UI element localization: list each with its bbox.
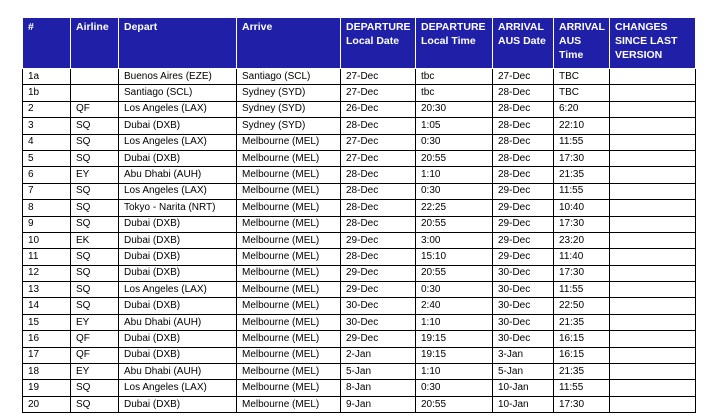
cell-arr-date: 29-Dec <box>493 232 554 248</box>
cell-dep-time: 15:10 <box>416 249 493 265</box>
cell-airline <box>71 69 119 85</box>
cell-arr-time: 16:15 <box>554 347 610 363</box>
cell-dep-time: 1:10 <box>416 364 493 380</box>
cell-num: 10 <box>23 232 71 248</box>
header-row <box>23 18 696 69</box>
table-row <box>23 216 696 232</box>
cell-depart: Los Angeles (LAX) <box>119 101 237 117</box>
table-row <box>23 200 696 216</box>
cell-arr-time: 17:30 <box>554 396 610 412</box>
table-row <box>23 150 696 166</box>
cell-airline: QF <box>71 347 119 363</box>
cell-changes <box>610 347 696 363</box>
cell-airline: SQ <box>71 265 119 281</box>
cell-num: 8 <box>23 200 71 216</box>
cell-airline: QF <box>71 101 119 117</box>
cell-dep-time: 1:05 <box>416 118 493 134</box>
cell-num: 2 <box>23 101 71 117</box>
cell-num: 5 <box>23 150 71 166</box>
cell-arr-time: 11:40 <box>554 249 610 265</box>
cell-arr-time: 11:55 <box>554 183 610 199</box>
cell-dep-time: 20:55 <box>416 265 493 281</box>
cell-dep-time: 0:30 <box>416 183 493 199</box>
cell-dep-time: 2:40 <box>416 298 493 314</box>
table-row <box>23 69 696 85</box>
cell-arr-date: 27-Dec <box>493 69 554 85</box>
cell-dep-time: 19:15 <box>416 331 493 347</box>
cell-depart: Los Angeles (LAX) <box>119 183 237 199</box>
cell-arr-date: 28-Dec <box>493 134 554 150</box>
cell-dep-date: 30-Dec <box>341 314 416 330</box>
cell-arrive: Melbourne (MEL) <box>237 232 341 248</box>
cell-num: 6 <box>23 167 71 183</box>
cell-dep-date: 27-Dec <box>341 150 416 166</box>
cell-num: 1a <box>23 69 71 85</box>
cell-arr-time: 17:30 <box>554 150 610 166</box>
cell-changes <box>610 69 696 85</box>
cell-changes <box>610 183 696 199</box>
table-row <box>23 396 696 412</box>
cell-arrive: Melbourne (MEL) <box>237 200 341 216</box>
cell-arrive: Sydney (SYD) <box>237 101 341 117</box>
cell-airline: SQ <box>71 282 119 298</box>
cell-changes <box>610 249 696 265</box>
cell-dep-date: 8-Jan <box>341 380 416 396</box>
cell-arr-date: 29-Dec <box>493 216 554 232</box>
cell-dep-date: 5-Jan <box>341 364 416 380</box>
cell-depart: Los Angeles (LAX) <box>119 282 237 298</box>
cell-arrive: Melbourne (MEL) <box>237 249 341 265</box>
cell-changes <box>610 265 696 281</box>
cell-dep-date: 29-Dec <box>341 232 416 248</box>
table-row <box>23 298 696 314</box>
cell-dep-date: 29-Dec <box>341 282 416 298</box>
table-row <box>23 331 696 347</box>
cell-airline: SQ <box>71 183 119 199</box>
cell-depart: Dubai (DXB) <box>119 249 237 265</box>
table-row <box>23 282 696 298</box>
cell-depart: Dubai (DXB) <box>119 265 237 281</box>
cell-arrive: Melbourne (MEL) <box>237 364 341 380</box>
cell-depart: Abu Dhabi (AUH) <box>119 314 237 330</box>
table-row <box>23 167 696 183</box>
cell-airline: EY <box>71 364 119 380</box>
cell-arr-date: 30-Dec <box>493 314 554 330</box>
cell-arrive: Melbourne (MEL) <box>237 331 341 347</box>
cell-dep-time: 0:30 <box>416 380 493 396</box>
cell-num: 9 <box>23 216 71 232</box>
cell-arrive: Melbourne (MEL) <box>237 396 341 412</box>
cell-arr-date: 10-Jan <box>493 396 554 412</box>
cell-dep-time: 22:25 <box>416 200 493 216</box>
cell-depart: Santiago (SCL) <box>119 85 237 101</box>
cell-dep-time: 20:55 <box>416 396 493 412</box>
cell-arr-time: 22:10 <box>554 118 610 134</box>
cell-dep-date: 29-Dec <box>341 265 416 281</box>
cell-arrive: Melbourne (MEL) <box>237 150 341 166</box>
cell-arr-date: 28-Dec <box>493 167 554 183</box>
cell-arr-date: 29-Dec <box>493 249 554 265</box>
cell-dep-date: 27-Dec <box>341 134 416 150</box>
cell-arr-time: 21:35 <box>554 167 610 183</box>
cell-changes <box>610 331 696 347</box>
cell-arr-date: 30-Dec <box>493 282 554 298</box>
cell-dep-date: 27-Dec <box>341 85 416 101</box>
cell-arr-time: 17:30 <box>554 265 610 281</box>
cell-num: 20 <box>23 396 71 412</box>
cell-num: 7 <box>23 183 71 199</box>
cell-dep-time: 0:30 <box>416 134 493 150</box>
cell-airline: SQ <box>71 216 119 232</box>
cell-depart: Dubai (DXB) <box>119 396 237 412</box>
table-row <box>23 314 696 330</box>
cell-arr-time: 23:20 <box>554 232 610 248</box>
cell-dep-date: 9-Jan <box>341 396 416 412</box>
cell-airline: SQ <box>71 380 119 396</box>
cell-dep-date: 28-Dec <box>341 200 416 216</box>
cell-changes <box>610 167 696 183</box>
cell-changes <box>610 364 696 380</box>
cell-arrive: Melbourne (MEL) <box>237 265 341 281</box>
col-header-arrive: Arrive <box>237 18 341 69</box>
flight-schedule-table <box>22 17 696 413</box>
col-header-arrival-time: ARRIVAL AUS Time <box>554 18 610 69</box>
table-row <box>23 85 696 101</box>
cell-depart: Dubai (DXB) <box>119 232 237 248</box>
cell-dep-date: 28-Dec <box>341 249 416 265</box>
cell-depart: Los Angeles (LAX) <box>119 134 237 150</box>
cell-depart: Tokyo - Narita (NRT) <box>119 200 237 216</box>
cell-changes <box>610 101 696 117</box>
cell-depart: Dubai (DXB) <box>119 298 237 314</box>
cell-changes <box>610 282 696 298</box>
table-row <box>23 364 696 380</box>
cell-dep-time: 19:15 <box>416 347 493 363</box>
cell-arr-date: 5-Jan <box>493 364 554 380</box>
cell-dep-date: 28-Dec <box>341 118 416 134</box>
cell-airline: SQ <box>71 298 119 314</box>
cell-arr-time: 21:35 <box>554 314 610 330</box>
cell-depart: Los Angeles (LAX) <box>119 380 237 396</box>
cell-arr-time: TBC <box>554 69 610 85</box>
cell-arr-date: 30-Dec <box>493 265 554 281</box>
cell-airline: SQ <box>71 134 119 150</box>
cell-arrive: Sydney (SYD) <box>237 118 341 134</box>
cell-dep-date: 2-Jan <box>341 347 416 363</box>
table-row <box>23 232 696 248</box>
cell-arr-time: 11:55 <box>554 134 610 150</box>
cell-arr-date: 30-Dec <box>493 298 554 314</box>
cell-arrive: Melbourne (MEL) <box>237 167 341 183</box>
cell-changes <box>610 380 696 396</box>
cell-airline <box>71 85 119 101</box>
cell-airline: SQ <box>71 118 119 134</box>
cell-arrive: Santiago (SCL) <box>237 69 341 85</box>
cell-arrive: Melbourne (MEL) <box>237 282 341 298</box>
cell-depart: Abu Dhabi (AUH) <box>119 167 237 183</box>
col-header-airline: Airline <box>71 18 119 69</box>
cell-arr-date: 28-Dec <box>493 118 554 134</box>
col-header-depart: Depart <box>119 18 237 69</box>
cell-dep-date: 28-Dec <box>341 216 416 232</box>
cell-arr-time: TBC <box>554 85 610 101</box>
cell-depart: Dubai (DXB) <box>119 118 237 134</box>
cell-arrive: Melbourne (MEL) <box>237 134 341 150</box>
cell-dep-date: 28-Dec <box>341 183 416 199</box>
cell-arr-date: 10-Jan <box>493 380 554 396</box>
table-row <box>23 249 696 265</box>
table-row <box>23 134 696 150</box>
cell-num: 19 <box>23 380 71 396</box>
cell-num: 13 <box>23 282 71 298</box>
cell-airline: QF <box>71 331 119 347</box>
cell-arr-date: 3-Jan <box>493 347 554 363</box>
cell-changes <box>610 85 696 101</box>
cell-num: 18 <box>23 364 71 380</box>
cell-changes <box>610 298 696 314</box>
cell-arrive: Melbourne (MEL) <box>237 183 341 199</box>
table-header <box>23 18 696 69</box>
cell-changes <box>610 118 696 134</box>
cell-depart: Dubai (DXB) <box>119 216 237 232</box>
cell-num: 3 <box>23 118 71 134</box>
cell-depart: Dubai (DXB) <box>119 347 237 363</box>
cell-dep-time: tbc <box>416 85 493 101</box>
table-row <box>23 118 696 134</box>
cell-arr-time: 11:55 <box>554 380 610 396</box>
cell-num: 4 <box>23 134 71 150</box>
cell-num: 14 <box>23 298 71 314</box>
cell-dep-date: 27-Dec <box>341 69 416 85</box>
col-header-departure-time: DEPARTURE Local Time <box>416 18 493 69</box>
cell-num: 15 <box>23 314 71 330</box>
cell-airline: SQ <box>71 200 119 216</box>
cell-dep-time: tbc <box>416 69 493 85</box>
cell-arr-time: 6:20 <box>554 101 610 117</box>
cell-dep-time: 1:10 <box>416 167 493 183</box>
cell-arr-time: 11:55 <box>554 282 610 298</box>
cell-depart: Buenos Aires (EZE) <box>119 69 237 85</box>
cell-dep-time: 20:55 <box>416 216 493 232</box>
cell-arr-date: 29-Dec <box>493 200 554 216</box>
cell-changes <box>610 150 696 166</box>
cell-arr-date: 29-Dec <box>493 183 554 199</box>
cell-num: 1b <box>23 85 71 101</box>
col-header-changes: CHANGES SINCE LAST VERSION <box>610 18 696 69</box>
col-header-departure-date: DEPARTURE Local Date <box>341 18 416 69</box>
cell-dep-time: 20:30 <box>416 101 493 117</box>
cell-arrive: Melbourne (MEL) <box>237 216 341 232</box>
cell-changes <box>610 232 696 248</box>
cell-dep-time: 3:00 <box>416 232 493 248</box>
cell-arrive: Melbourne (MEL) <box>237 298 341 314</box>
cell-dep-time: 0:30 <box>416 282 493 298</box>
cell-airline: EY <box>71 167 119 183</box>
cell-airline: EY <box>71 314 119 330</box>
cell-arr-time: 16:15 <box>554 331 610 347</box>
cell-dep-date: 26-Dec <box>341 101 416 117</box>
table-row <box>23 347 696 363</box>
table-body <box>23 69 696 413</box>
cell-arr-date: 28-Dec <box>493 150 554 166</box>
cell-num: 11 <box>23 249 71 265</box>
cell-arr-date: 30-Dec <box>493 331 554 347</box>
table-row <box>23 183 696 199</box>
cell-changes <box>610 216 696 232</box>
table-row <box>23 265 696 281</box>
cell-depart: Dubai (DXB) <box>119 150 237 166</box>
cell-arr-date: 28-Dec <box>493 85 554 101</box>
cell-arrive: Melbourne (MEL) <box>237 347 341 363</box>
cell-arrive: Melbourne (MEL) <box>237 314 341 330</box>
table-row <box>23 380 696 396</box>
col-header-arrival-date: ARRIVAL AUS Date <box>493 18 554 69</box>
col-header-num: # <box>23 18 71 69</box>
cell-depart: Dubai (DXB) <box>119 331 237 347</box>
cell-changes <box>610 134 696 150</box>
cell-num: 17 <box>23 347 71 363</box>
cell-depart: Abu Dhabi (AUH) <box>119 364 237 380</box>
cell-arr-time: 17:30 <box>554 216 610 232</box>
cell-airline: SQ <box>71 396 119 412</box>
cell-dep-date: 29-Dec <box>341 331 416 347</box>
cell-changes <box>610 200 696 216</box>
cell-changes <box>610 314 696 330</box>
cell-arr-time: 22:50 <box>554 298 610 314</box>
cell-airline: SQ <box>71 150 119 166</box>
cell-num: 12 <box>23 265 71 281</box>
cell-airline: EK <box>71 232 119 248</box>
cell-airline: SQ <box>71 249 119 265</box>
cell-arr-time: 10:40 <box>554 200 610 216</box>
cell-changes <box>610 396 696 412</box>
cell-arr-date: 28-Dec <box>493 101 554 117</box>
cell-dep-time: 1:10 <box>416 314 493 330</box>
cell-dep-date: 28-Dec <box>341 167 416 183</box>
cell-arrive: Melbourne (MEL) <box>237 380 341 396</box>
cell-arr-time: 21:35 <box>554 364 610 380</box>
cell-dep-date: 30-Dec <box>341 298 416 314</box>
cell-num: 16 <box>23 331 71 347</box>
cell-dep-time: 20:55 <box>416 150 493 166</box>
cell-arrive: Sydney (SYD) <box>237 85 341 101</box>
table-row <box>23 101 696 117</box>
